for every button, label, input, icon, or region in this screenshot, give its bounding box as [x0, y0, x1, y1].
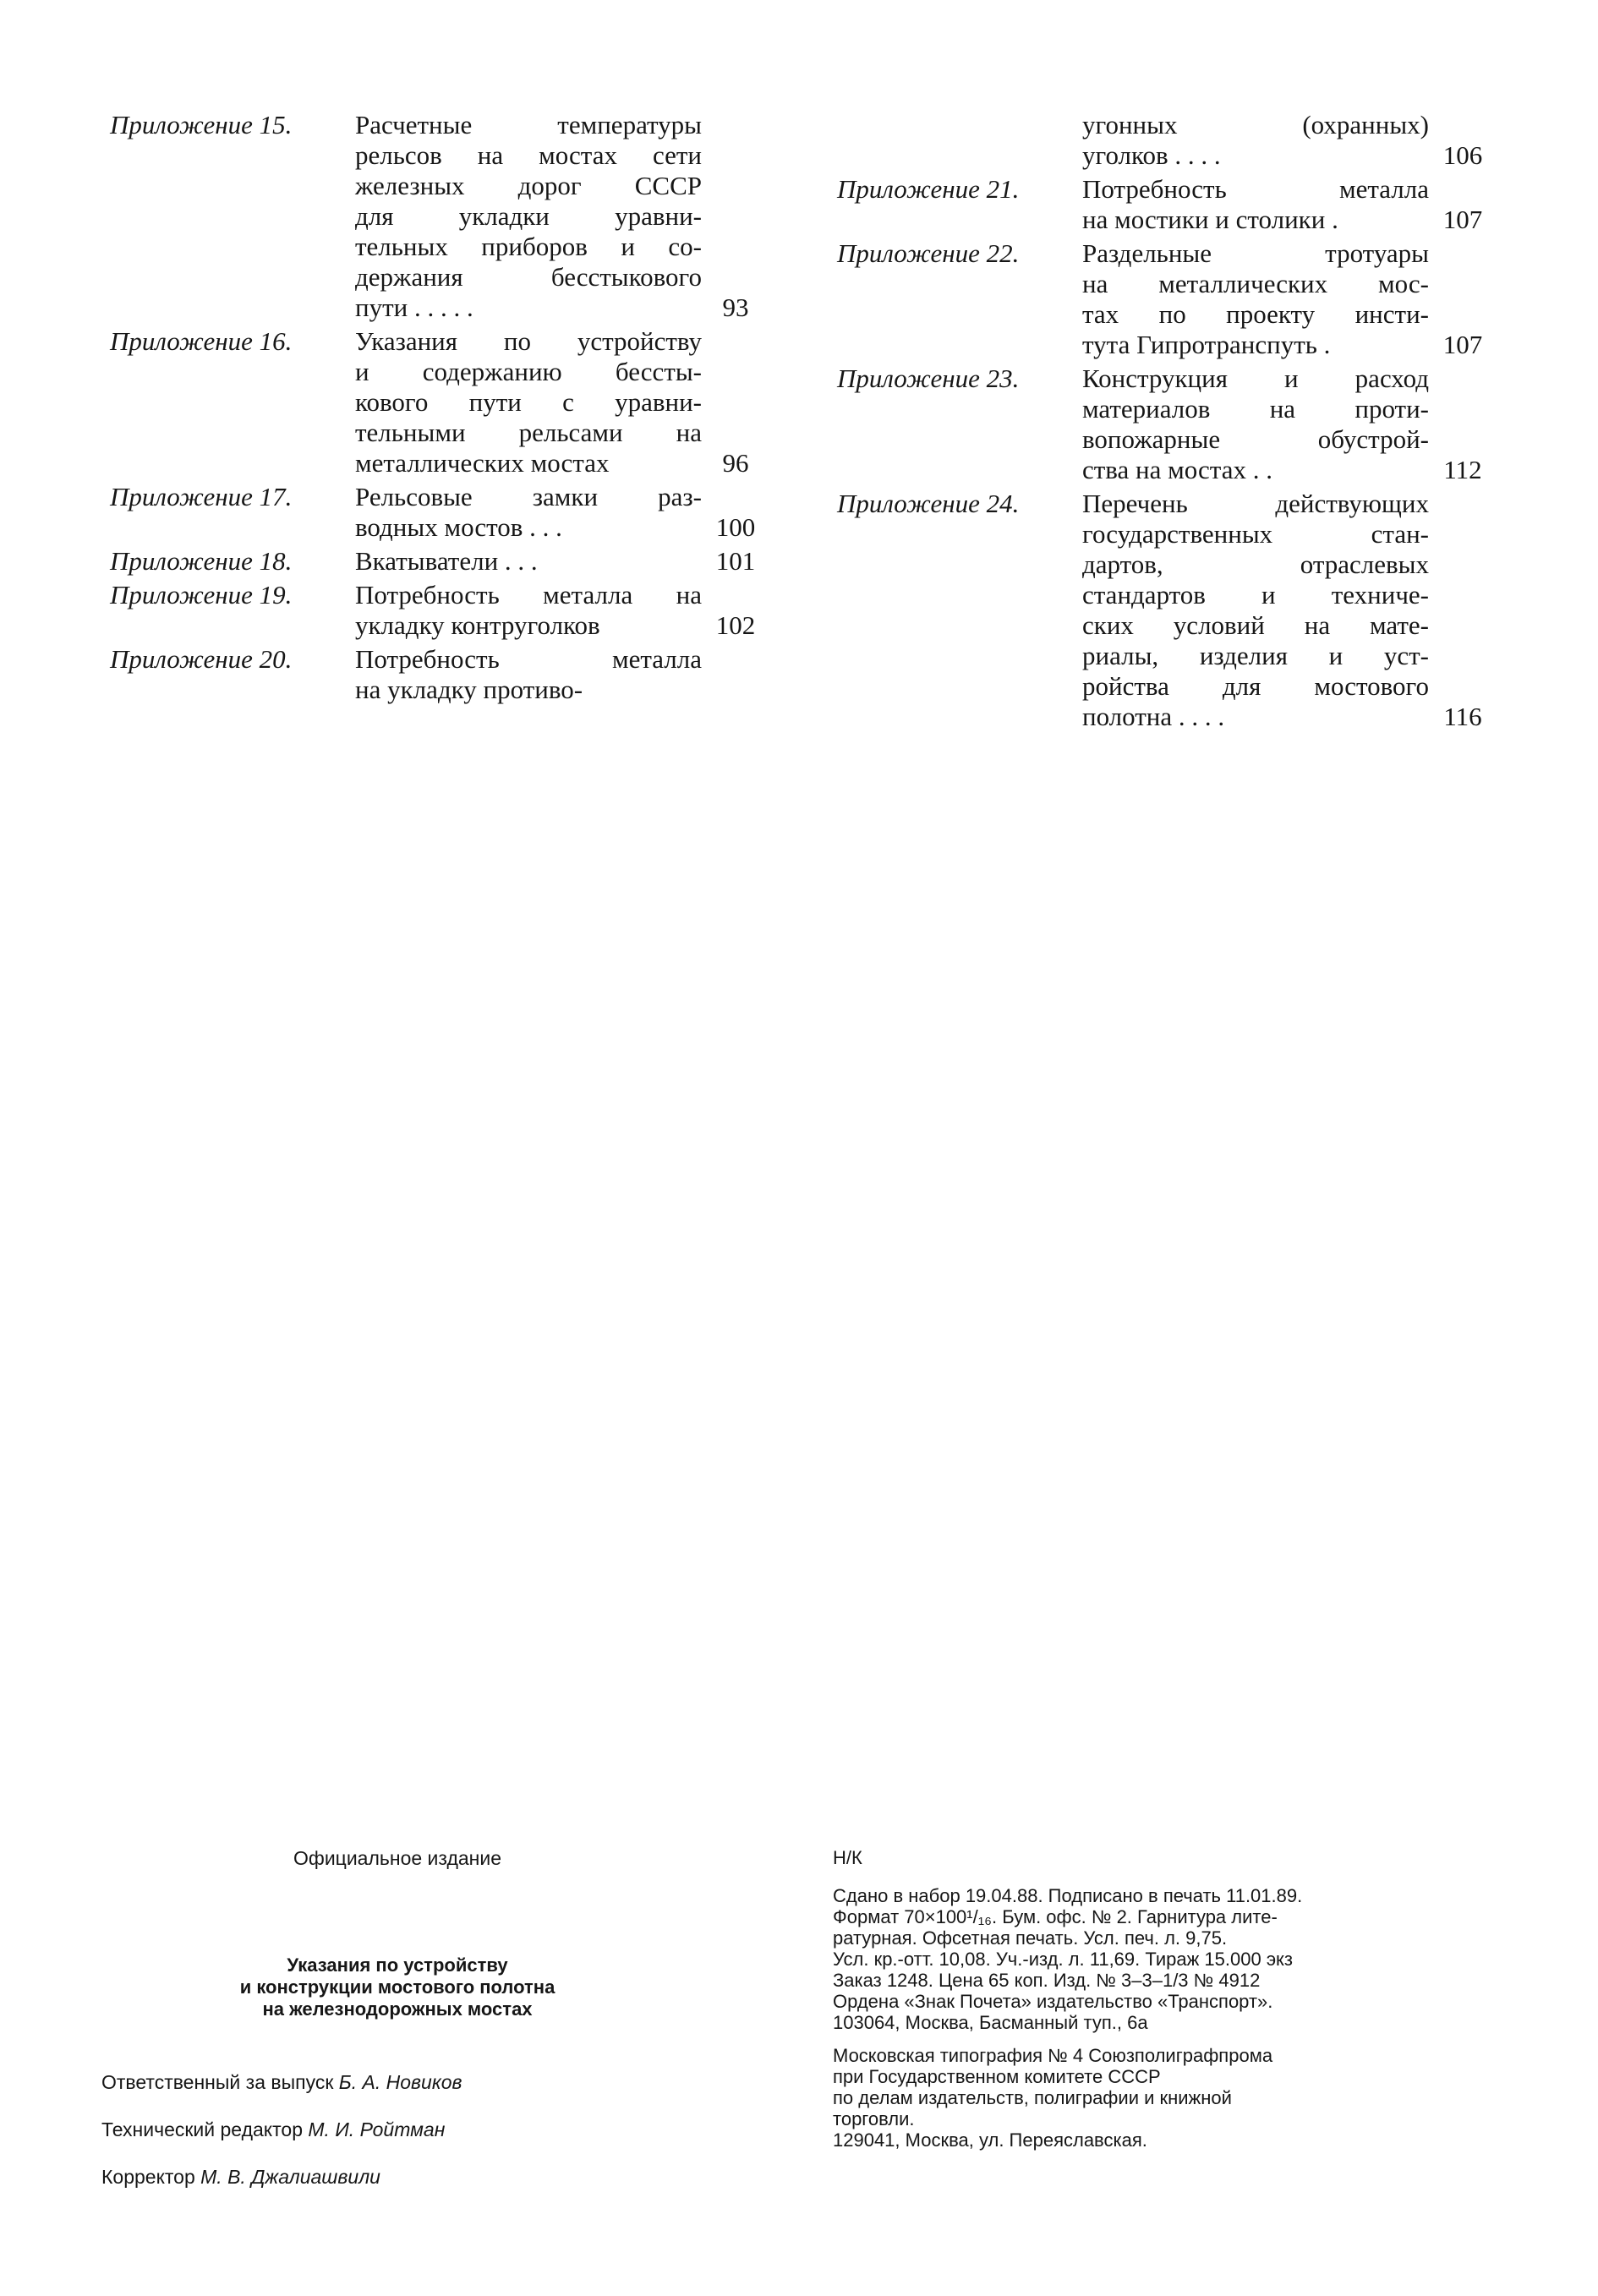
- toc-entry-title-line: Перечень действующих: [1082, 489, 1429, 518]
- toc-entry: [837, 110, 1488, 171]
- toc-entry-page: 107: [1442, 330, 1483, 359]
- toc-entry-title-line: тельными рельсами на: [355, 418, 702, 447]
- toc-entry-title-line: вопожарные обустрой-: [1082, 424, 1429, 454]
- toc-entry: [837, 489, 1488, 732]
- toc-entry-label: Приложение 16.: [110, 326, 293, 356]
- toc-entry-title-line: ских условий на мате-: [1082, 610, 1429, 640]
- toc-entry-title-line: Расчетные температуры: [355, 110, 702, 139]
- credits: [101, 2069, 626, 2189]
- toc-entry: [837, 174, 1488, 235]
- toc-entry-title-line: уголков . . . .: [1082, 140, 1221, 170]
- toc-entry-page: 107: [1442, 205, 1483, 234]
- toc-entry-label: Приложение 23.: [837, 364, 1020, 393]
- toc-entry-title-line: Указания по устройству: [355, 326, 702, 356]
- toc-entry-title-line: Потребность металла на: [355, 580, 702, 610]
- publisher-line: Формат 70×100¹/₁₆. Бум. офс. № 2. Гарнитура лите-: [833, 1906, 1278, 1927]
- toc-entry-title-line: тах по проекту инсти-: [1082, 299, 1429, 329]
- toc-entry-title-line: стандартов и техниче-: [1082, 580, 1429, 610]
- toc-entry-title: [355, 110, 702, 323]
- toc-entry-title: [355, 482, 702, 543]
- printer-line: при Государственном комитете СССР: [833, 2066, 1161, 2087]
- toc-entry-page: 96: [722, 448, 749, 478]
- publisher-line: Ордена «Знак Почета» издательство «Транспорт».: [833, 1991, 1273, 2012]
- credit-responsible: [101, 2069, 626, 2095]
- toc-entry: [110, 326, 761, 478]
- nk-mark: Н/К: [833, 1847, 862, 1868]
- toc-entry-title-line: железных дорог СССР: [355, 171, 702, 200]
- toc-entry-page: 101: [715, 546, 756, 576]
- toc-entry-page: 106: [1442, 140, 1483, 170]
- toc-entry-title: [1082, 174, 1429, 235]
- credit-name: М. И. Ройтман: [308, 2118, 446, 2140]
- toc-entry-title-line: Раздельные тротуары: [1082, 238, 1429, 268]
- toc-entry-title-line: рельсов на мостах сети: [355, 140, 702, 170]
- credit-role: Ответственный за выпуск: [101, 2071, 334, 2093]
- toc-entry-label: Приложение 15.: [110, 110, 293, 139]
- toc-entry: [110, 110, 761, 323]
- toc-entry-label: Приложение 24.: [837, 489, 1020, 518]
- toc-entry-title: [355, 326, 702, 478]
- printer-line: Московская типография № 4 Союзполиграфпрома: [833, 2045, 1273, 2066]
- toc-entry-title-line: ройства для мостового: [1082, 671, 1429, 701]
- publisher-line: ратурная. Офсетная печать. Усл. печ. л. 9,75.: [833, 1927, 1228, 1949]
- toc-entry-title-line: металлических мостах: [355, 448, 610, 478]
- imprint-right: [833, 1847, 1526, 2151]
- printer-line: 129041, Москва, ул. Переяславская.: [833, 2129, 1147, 2151]
- book-title-line: и конструкции мостового полотна: [239, 1976, 555, 1998]
- toc-entry-title-line: на металлических мос-: [1082, 269, 1429, 298]
- toc-entry-title-line: укладку контруголков: [355, 610, 600, 640]
- toc-entry: [110, 580, 761, 641]
- publisher-line: 103064, Москва, Басманный туп., 6а: [833, 2012, 1148, 2033]
- toc-entry-title-line: для укладки уравни-: [355, 201, 702, 231]
- toc-entry-title-line: тута Гипротранспуть .: [1082, 330, 1331, 359]
- credit-name: М. В. Джалиашвили: [200, 2166, 380, 2188]
- toc-entry: [110, 482, 761, 543]
- toc-entry-title-line: Потребность металла: [355, 644, 702, 674]
- toc-entry-page: 102: [715, 610, 756, 640]
- credit-name: Б. А. Новиков: [338, 2071, 462, 2093]
- toc-entry-title-line: на мостики и столики .: [1082, 205, 1338, 234]
- toc-entry-page: 116: [1443, 702, 1482, 731]
- toc-entry-title: [355, 580, 702, 641]
- printer-line: по делам издательств, полиграфии и книжной: [833, 2087, 1232, 2108]
- toc-entry-title-line: пути . . . . .: [355, 292, 473, 322]
- toc-entry-title-line: материалов на проти-: [1082, 394, 1429, 424]
- toc-entry-label: Приложение 17.: [110, 482, 293, 511]
- printer-line: торговли.: [833, 2108, 915, 2129]
- toc-entry-title-line: держания бесстыкового: [355, 262, 702, 292]
- toc-entry-page: 112: [1443, 455, 1482, 484]
- toc-entry-title: [1082, 110, 1429, 171]
- toc-entry-title: [1082, 238, 1429, 360]
- toc-entry-title: [1082, 489, 1429, 732]
- toc-entry-title: [355, 546, 702, 577]
- toc-entry-label: Приложение 19.: [110, 580, 293, 610]
- official-edition-label: Официальное издание: [293, 1847, 501, 1869]
- toc-entry-title-line: Конструкция и расход: [1082, 364, 1429, 393]
- toc-entry: [837, 364, 1488, 485]
- printer-block: [833, 2045, 1526, 2151]
- imprint-left: [101, 1847, 626, 2211]
- toc-entry-title-line: полотна . . . .: [1082, 702, 1225, 731]
- book-title-line: Указания по устройству: [287, 1954, 508, 1976]
- toc-entry-page: 93: [722, 292, 749, 322]
- toc-entry-title-line: и содержанию бессты-: [355, 357, 702, 386]
- toc-entry-title: [355, 644, 702, 705]
- toc-entry-label: Приложение 21.: [837, 174, 1020, 204]
- toc-entry-title-line: тельных приборов и со-: [355, 232, 702, 261]
- publisher-line: Усл. кр.-отт. 10,08. Уч.-изд. л. 11,69. Тираж 15.000 экз: [833, 1949, 1294, 1970]
- toc-entry-title-line: Вкатыватели . . .: [355, 546, 538, 576]
- toc-entry-title: [1082, 364, 1429, 485]
- toc-entry-title-line: водных мостов . . .: [355, 512, 562, 542]
- toc-entry-title-line: дартов, отраслевых: [1082, 549, 1429, 579]
- toc-entry-title-line: государственных стан-: [1082, 519, 1429, 549]
- toc-entry-label: Приложение 22.: [837, 238, 1020, 268]
- publisher-block: [833, 1885, 1526, 2033]
- toc-entry-title-line: Потребность металла: [1082, 174, 1429, 204]
- credit-corrector: [101, 2164, 626, 2189]
- credit-role: Технический редактор: [101, 2118, 303, 2140]
- book-title-line: на железнодорожных мостах: [262, 1998, 533, 2020]
- toc-entry-title-line: риалы, изделия и уст-: [1082, 641, 1429, 670]
- toc-entry-title-line: ства на мостах . .: [1082, 455, 1272, 484]
- toc-entry-label: Приложение 20.: [110, 644, 293, 674]
- toc-entry-title-line: на укладку противо-: [355, 675, 583, 704]
- publisher-line: Сдано в набор 19.04.88. Подписано в печать 11.01.89.: [833, 1885, 1303, 1906]
- publisher-line: Заказ 1248. Цена 65 коп. Изд. № 3–3–1/3 № 4912: [833, 1970, 1261, 1991]
- toc-entry: [837, 238, 1488, 360]
- credit-role: Корректор: [101, 2166, 195, 2188]
- toc-left-column: [110, 110, 761, 708]
- toc-right-column: [837, 110, 1488, 735]
- book-title: [220, 1954, 575, 2020]
- toc-entry: [110, 644, 761, 705]
- credit-tech-editor: [101, 2117, 626, 2142]
- toc-entry: [110, 546, 761, 577]
- toc-entry-title-line: Рельсовые замки раз-: [355, 482, 702, 511]
- toc-entry-label: Приложение 18.: [110, 546, 293, 576]
- toc-entry-title-line: угонных (охранных): [1082, 110, 1429, 139]
- toc-entry-title-line: кового пути с уравни-: [355, 387, 702, 417]
- toc-entry-page: 100: [715, 512, 756, 542]
